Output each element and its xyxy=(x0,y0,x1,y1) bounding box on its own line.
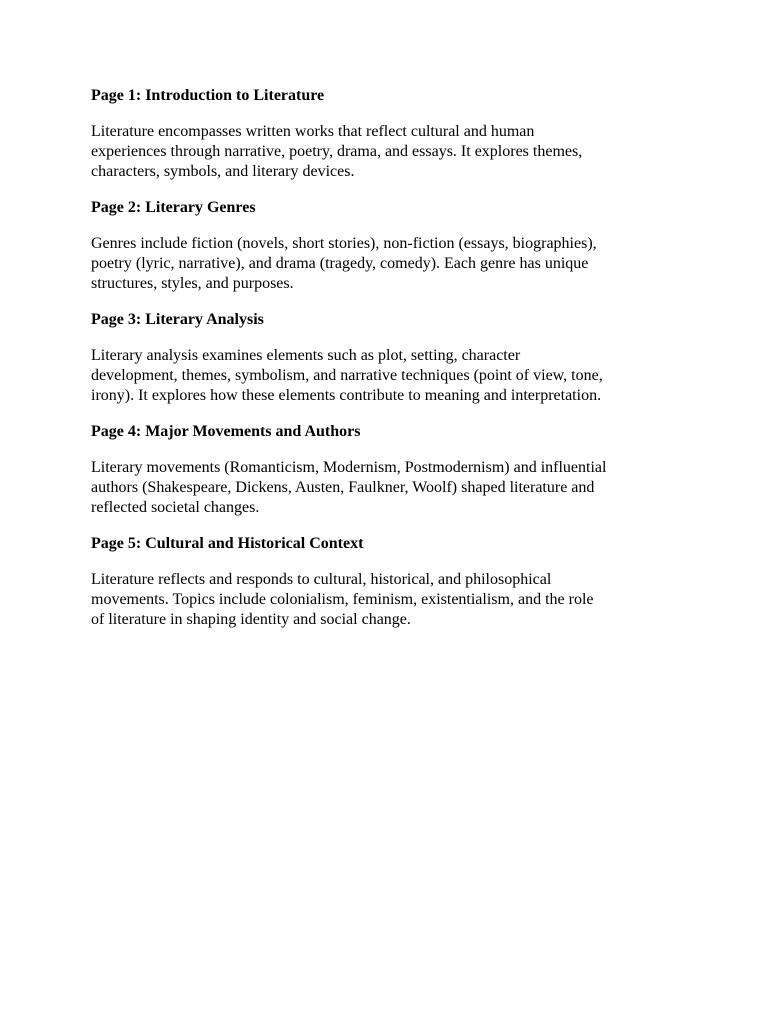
section-paragraph xyxy=(91,122,691,182)
paragraph-line: Literary analysis examines elements such as plot, setting, character xyxy=(91,347,521,364)
section-heading: Page 4: Major Movements and Authors xyxy=(91,423,361,440)
paragraph-line: characters, symbols, and literary devices. xyxy=(91,163,355,180)
paragraph-line: Literary movements (Romanticism, Modernism, Postmodernism) and influential xyxy=(91,459,607,476)
paragraph-line: poetry (lyric, narrative), and drama (tragedy, comedy). Each genre has unique xyxy=(91,255,589,272)
paragraph-line: development, themes, symbolism, and narrative techniques (point of view, tone, xyxy=(91,367,603,384)
section-cultural-context xyxy=(91,534,691,630)
paragraph-line: authors (Shakespeare, Dickens, Austen, Faulkner, Woolf) shaped literature and xyxy=(91,479,595,496)
section-heading: Page 3: Literary Analysis xyxy=(91,311,264,328)
paragraph-line: Literature encompasses written works that reflect cultural and human xyxy=(91,123,535,140)
paragraph-line: reflected societal changes. xyxy=(91,499,260,516)
paragraph-line: of literature in shaping identity and social change. xyxy=(91,611,411,628)
paragraph-line: Genres include fiction (novels, short stories), non-fiction (essays, biographies), xyxy=(91,235,597,252)
section-literary-analysis xyxy=(91,310,691,406)
paragraph-line: structures, styles, and purposes. xyxy=(91,275,294,292)
section-paragraph xyxy=(91,458,691,518)
section-heading: Page 5: Cultural and Historical Context xyxy=(91,535,364,552)
section-heading: Page 1: Introduction to Literature xyxy=(91,87,325,104)
document-body xyxy=(91,86,691,646)
paragraph-line: irony). It explores how these elements contribute to meaning and interpretation. xyxy=(91,387,602,404)
section-heading: Page 2: Literary Genres xyxy=(91,199,256,216)
paragraph-line: experiences through narrative, poetry, drama, and essays. It explores themes, xyxy=(91,143,583,160)
section-paragraph xyxy=(91,346,691,406)
section-paragraph xyxy=(91,234,691,294)
section-literary-genres xyxy=(91,198,691,294)
paragraph-line: Literature reflects and responds to cultural, historical, and philosophical xyxy=(91,571,552,588)
paragraph-line: movements. Topics include colonialism, feminism, existentialism, and the role xyxy=(91,591,594,608)
section-major-movements xyxy=(91,422,691,518)
section-paragraph xyxy=(91,570,691,630)
section-introduction xyxy=(91,86,691,182)
